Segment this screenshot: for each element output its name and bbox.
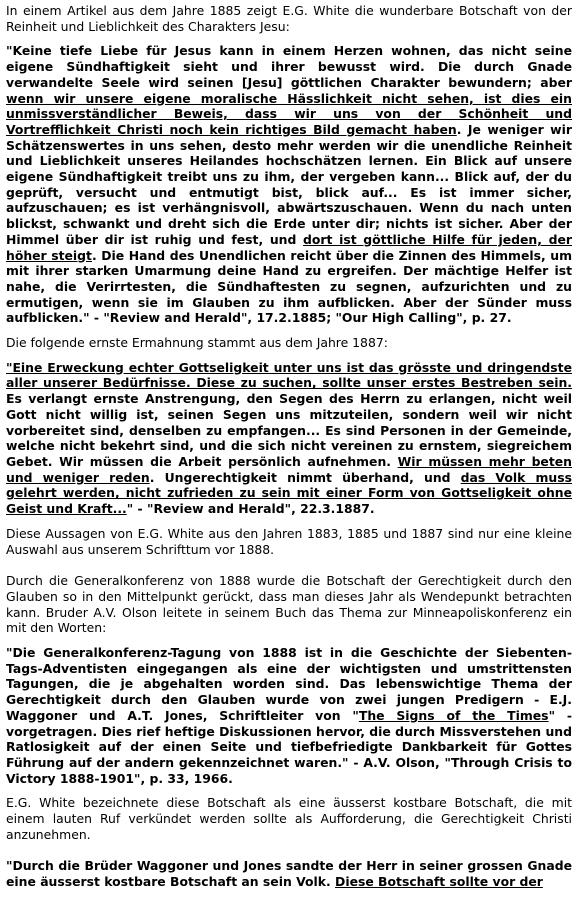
paragraph-intro-1887 [6, 335, 572, 351]
text-segment: In einem Artikel aus dem Jahre 1885 zeigt E.G. White die wunderbare Botschaft von der Reinheit und Lieblichkeit des Charakters Jesu: [6, 3, 572, 34]
text-segment: . Die Hand des Unendlichen reicht über die Zinnen des Himmels, um mit ihrer starken Umarmung deine Hand zu ergreifen. Der mächtige Helfer ist nahe, die Verirrtesten, die Sündhaftesten zu segnen, aufzurichten und zu ermutigen, wenn sie im Glauben zu ihm aufblicken. Aber der Sünder muss aufblicken." - "Review and Herald", 17.2.1885; "Our High Calling", p. 27. [6, 247, 572, 326]
text-segment: "Die Generalkonferenz-Tagung von 1888 ist in die Geschichte der Siebenten-Tags-Adventisten eingegangen als eine der wichtigsten und umstrittensten Tagungen, die je abgehalten worden sind. Das lebenswichtige Thema der Gerechtigkeit durch den Glauben wurde von zwei jungen Predigern - E.J. Waggoner und A.T. Jones, Schriftleiter von " [6, 645, 572, 723]
text-segment: . Je weniger wir Schätzenswertes in uns sehen, desto mehr werden wir die unendliche Reinheit und Lieblichkeit unseres Heilandes hochschätzen lernen. Ein Blick auf unsere eigene Sündhaftigkeit treibt uns zu ihm, der vergeben kann... Blick auf, der du geprüft, versucht und entmutigt bist, blick auf... Es ist immer sicher, aufzuschauen; es ist verhängnisvoll, abwärtszuschauen. Wenn du nach unten blickst, schwankt und dreht sich die Erde unter dir; nichts ist sicher. Aber der Himmel über dir ist ruhig und fest, und [6, 121, 572, 247]
text-segment: . Ungerechtigkeit nimmt überhand, und [149, 469, 461, 485]
underlined-text: Diese Botschaft sollte vor der [335, 874, 543, 890]
paragraph-selection-summary [6, 526, 572, 557]
quote-review-herald-1887 [6, 360, 572, 517]
underlined-text: das Volk muss gelehrt werden, nicht zufrieden zu sein mit einer Form von Gottseligkeit ohne Geist und Kraft... [6, 469, 572, 517]
text-segment: Diese Aussagen von E.G. White aus den Jahren 1883, 1885 und 1887 sind nur eine kleine Auswahl aus unserem Schrifttum vor 1888. [6, 525, 572, 557]
text-segment: "Keine tiefe Liebe für Jesus kann in einem Herzen wohnen, das nicht seine eigene Sündhaftigkeit sieht und ihrer bewusst wird. Die durch Gnade verwandelte Seele wird seinen [Jesu] göttlichen Charakter bewundern; aber [6, 43, 572, 90]
underlined-text: "Eine Erweckung echter Gottseligkeit unter uns ist das grösste und dringendste aller unserer Bedürfnisse. Diese zu suchen, sollte unser erstes Bestreben sein. [6, 359, 572, 391]
text-segment: " - vorgetragen. Dies rief heftige Diskussionen hervor, die durch Missverstehen und Ratlosigkeit auf der einen Seite und tiefbefriedigte Dankbarkeit für Gottes Führung auf der andern gekennzeichnet waren." - A.V. Olson, "Through Crisis to Victory 1888-1901", p. 33, 1966. [6, 707, 572, 786]
text-segment: " - "Review and Herald", 22.3.1887. [126, 501, 375, 517]
text-segment: Die folgende ernste Ermahnung stammt aus dem Jahre 1887: [6, 335, 388, 351]
paragraph-intro-1885 [6, 3, 572, 34]
underlined-text: Wir müssen mehr beten und weniger reden [6, 453, 572, 485]
paragraph-kostbare-botschaft [6, 795, 572, 842]
text-segment: Durch die Generalkonferenz von 1888 wurde die Botschaft der Gerechtigkeit durch den Glauben so in den Mittelpunkt gerückt, dass man dieses Jahr als Wendepunkt betrachten kann. Bruder A.V. Olson leitete in seinem Buch das Thema zur Minneapoliskonferenz ein mit den Worten: [6, 573, 572, 636]
text-segment: "Durch die Brüder Waggoner und Jones sandte der Herr in seiner grossen Gnade eine äusserst kostbare Botschaft an sein Volk. [6, 858, 572, 890]
underlined-text: The Signs of the Times [358, 707, 549, 723]
underlined-text: dort ist göttliche Hilfe für jeden, der höher steigt [6, 231, 572, 263]
paragraph-generalkonferenz-1888 [6, 573, 572, 636]
quote-olson-1966 [6, 645, 572, 786]
underlined-text: wenn wir unsere eigene moralische Hässlichkeit nicht sehen, ist dies ein unmissverständlicher Beweis, dass wir uns von der Schönheit und Vortrefflichkeit Christi noch kein richtiges Bild gemacht haben [6, 90, 572, 137]
text-segment: Es verlangt ernste Anstrengung, den Segen des Herrn zu erlangen, nicht weil Gott nicht willig ist, seinen Segen uns mitzuteilen, sondern weil wir nicht vorbereitet sind, denselben zu empfangen... Es sind Personen in der Gemeinde, welche nicht bekehrt sind, und die sich nicht vereinen zu ernstem, siegreichem Gebet. Wir müssen die Arbeit persönlich aufnehmen. [6, 391, 572, 469]
quote-review-herald-1885 [6, 43, 572, 326]
text-segment: E.G. White bezeichnete diese Botschaft als eine äusserst kostbare Botschaft, die mit einem lauten Ruf verkündet werden sollte als Aufforderung, die Gerechtigkeit Christi anzunehmen. [6, 795, 572, 842]
quote-waggoner-jones [6, 858, 572, 889]
